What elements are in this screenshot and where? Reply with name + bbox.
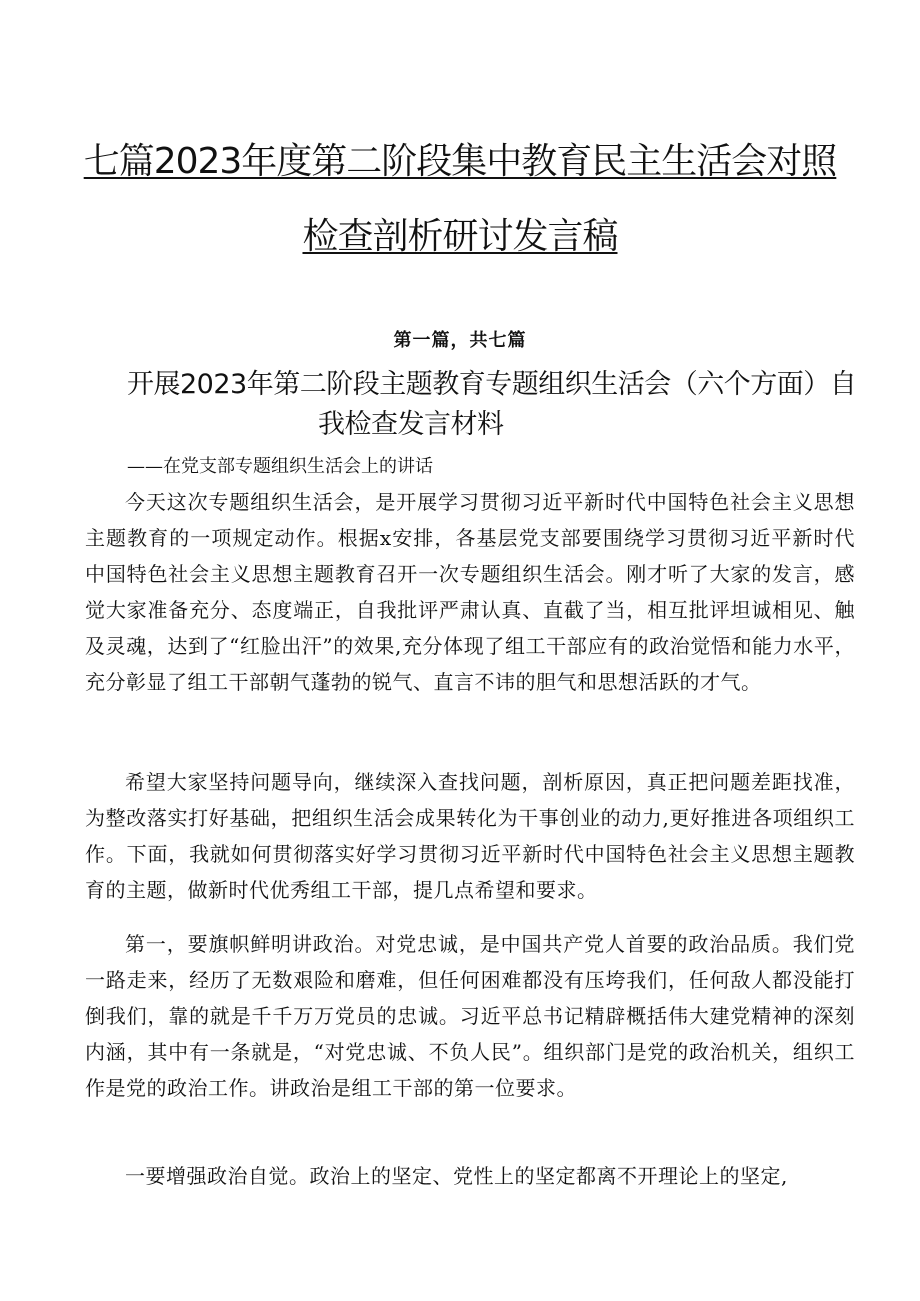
document-title-line-1 [0, 140, 920, 184]
section-label: 第一篇，共七篇 [393, 330, 527, 351]
article-subtitle: ——在党支部专题组织生活会上的讲话 [127, 456, 433, 477]
body-paragraph-4: 一要增强政治自觉。政治上的坚定、党性上的坚定都离不开理论上的坚定, [125, 1164, 788, 1188]
body-paragraph-3: 第一，要旗帜鲜明讲政治。对党忠诚，是中国共产党人首要的政治品质。我们党一路走来，经历了无数艰险和磨难，但任何困难都没有压垮我们，任何敌人都没能打倒我们，靠的就是千千万万党员的忠诚。习近平总书记精辟概括伟大建党精神的深刻内涵，其中有一条就是，“对党忠诚、不负人民”。组织部门是党的政治机关，组织工作是党的政治工作。讲政治是组工干部的第一位要求。 [85, 932, 855, 1100]
document-title-text-2: 检查剖析研讨发言稿 [302, 216, 618, 257]
document-title-line-2 [0, 215, 920, 259]
body-paragraph-2: 希望大家坚持问题导向，继续深入查找问题，剖析原因，真正把问题差距找准，为整改落实打好基础，把组织生活会成果转化为干事创业的动力,更好推进各项组织工作。下面，我就如何贯彻落实好学习贯彻习近平新时代中国特色社会主义思想主题教育的主题，做新时代优秀组工干部，提几点希望和要求。 [85, 770, 855, 902]
document-title-text-1: 七篇2023年度第二阶段集中教育民主生活会对照 [83, 141, 837, 182]
article-title-line-2: 我检查发言材料 [318, 409, 504, 440]
body-paragraph-1: 今天这次专题组织生活会，是开展学习贯彻习近平新时代中国特色社会主义思想主题教育的一项规定动作。根据x安排，各基层党支部要围绕学习贯彻习近平新时代中国特色社会主义思想主题教育召开一次专题组织生活会。刚才听了大家的发言，感觉大家准备充分、态度端正，自我批评严肃认真、直截了当，相互批评坦诚相见、触及灵魂，达到了“红脸出汗”的效果,充分体现了组工干部应有的政治觉悟和能力水平，充分彰显了组工干部朝气蓬勃的锐气、直言不讳的胆气和思想活跃的才气。 [85, 490, 855, 694]
article-title-line-1: 开展2023年第二阶段主题教育专题组织生活会（六个方面）自 [127, 369, 857, 400]
